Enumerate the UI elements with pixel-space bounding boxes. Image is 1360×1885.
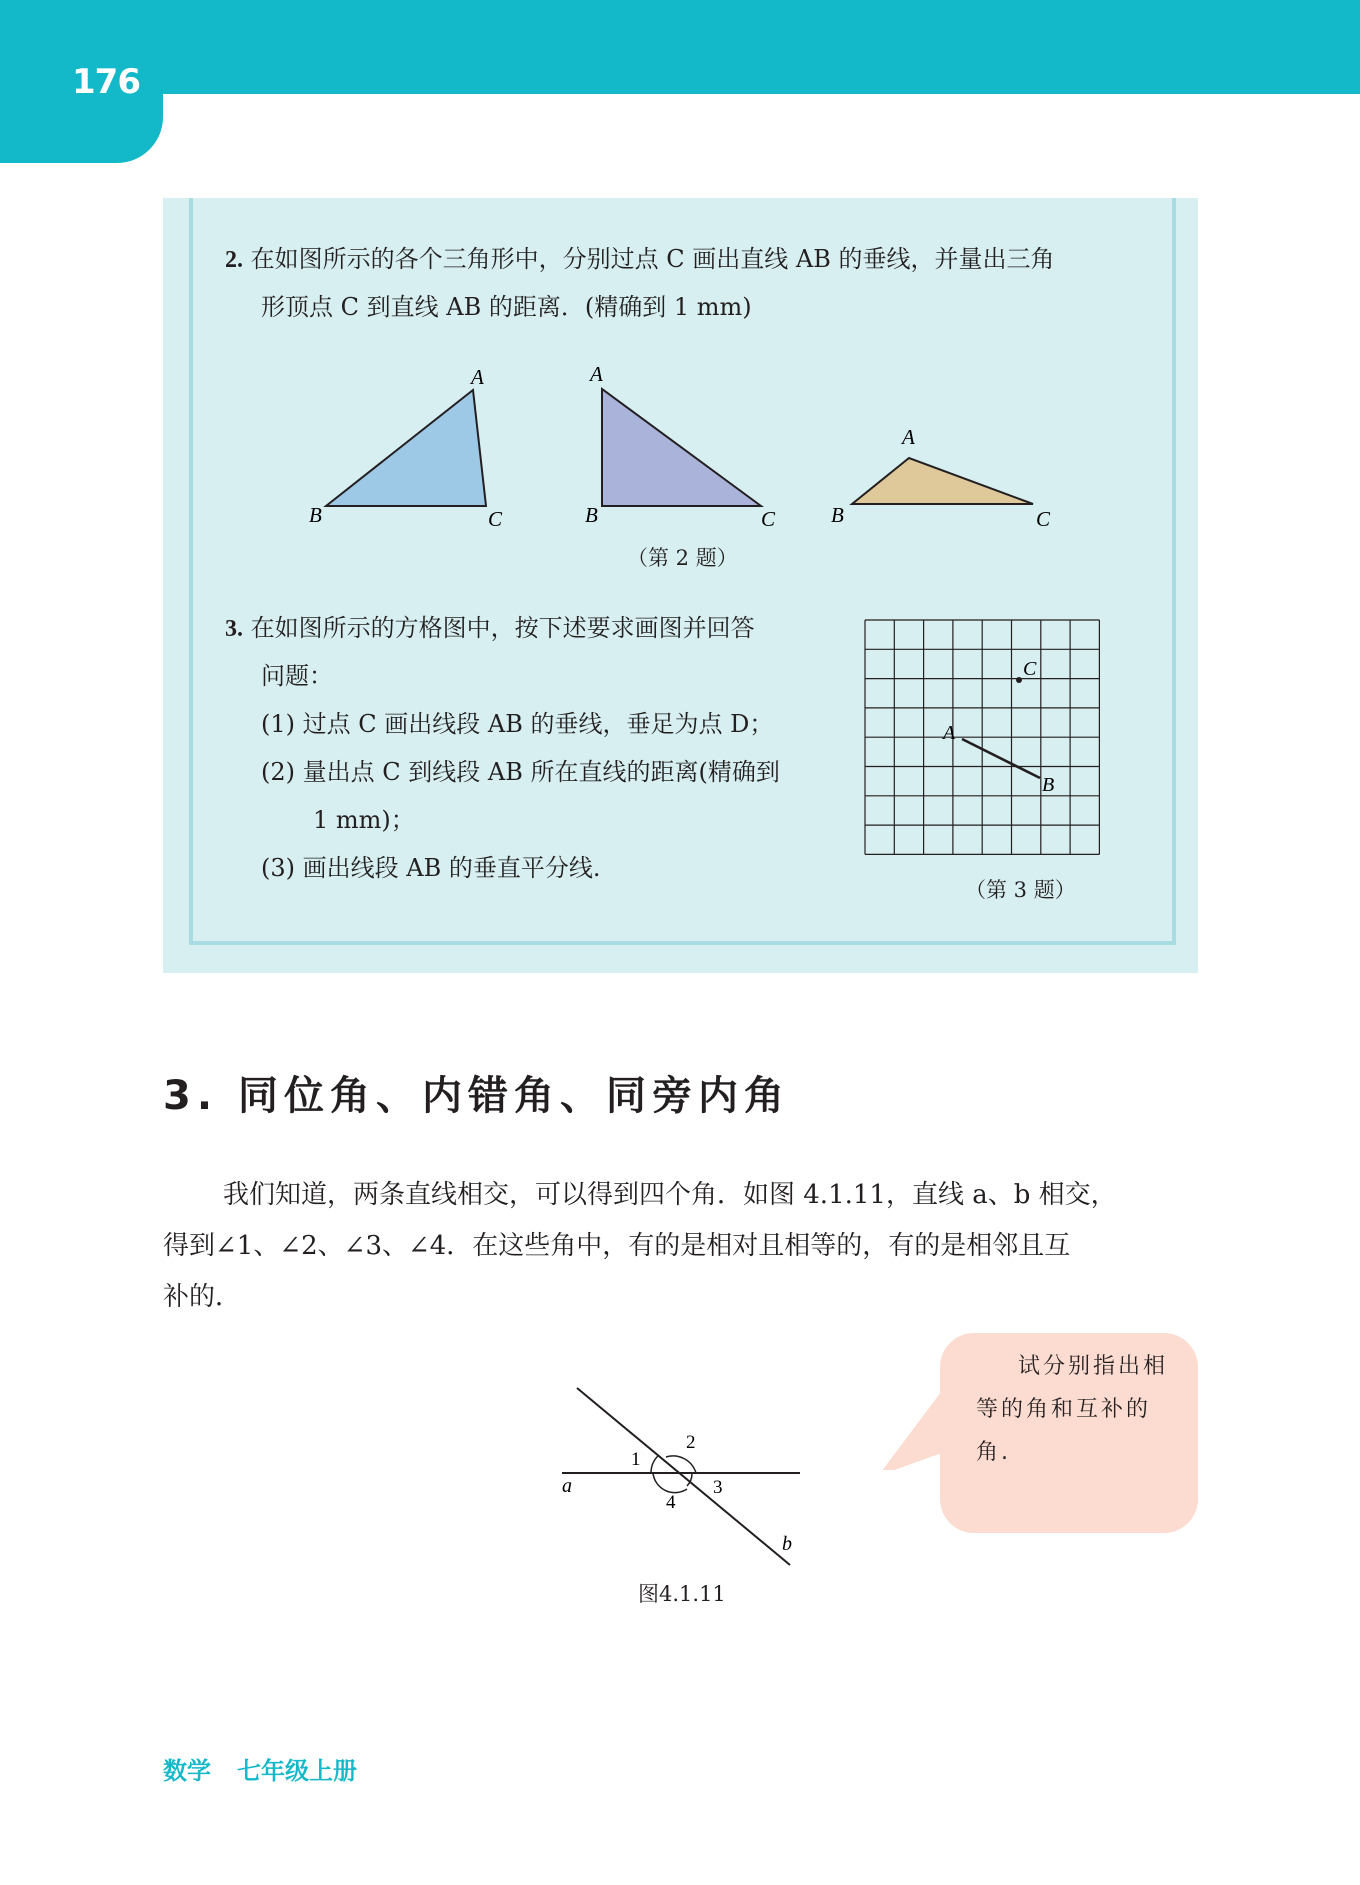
exercise-3-item-2: (2) 量出点 C 到线段 AB 所在直线的距离(精确到 <box>261 758 780 786</box>
paragraph-line-3: 补的． <box>163 1282 242 1312</box>
figure-caption: 图4.1.11 <box>638 1582 726 1606</box>
line-b <box>577 1388 790 1565</box>
triangle-2-shape <box>602 389 761 506</box>
grid <box>865 620 1099 854</box>
section-paragraph <box>163 1170 1198 1323</box>
exercise-box <box>163 198 1198 973</box>
section-title: 3. 同位角、内错角、同旁内角 <box>163 1073 790 1119</box>
paragraph-line-2: 得到∠1、∠2、∠3、∠4．在这些角中，有的是相对且相等的，有的是相邻且互 <box>163 1231 1071 1261</box>
triangle-1-label-a: A <box>471 365 484 389</box>
bubble-line-2: 等的角和互补的 <box>976 1397 1152 1422</box>
exercise-3-item-3: (3) 画出线段 AB 的垂直平分线. <box>261 854 601 882</box>
exercise-3-text-1: 在如图所示的方格图中，按下述要求画图并回答 <box>250 614 755 642</box>
triangle-1-label-c: C <box>488 507 503 531</box>
triangle-1 <box>309 365 503 531</box>
paragraph-line-1: 我们知道，两条直线相交，可以得到四个角．如图 4.1.11，直线 a、b 相交， <box>223 1180 1117 1210</box>
footer-grade: 七年级上册 <box>237 1757 357 1785</box>
bubble-line-3: 角. <box>976 1440 1011 1465</box>
exercise-3-caption: （第 3 题） <box>965 878 1076 902</box>
page-number: 176 <box>72 62 140 102</box>
point-b-label: B <box>1042 774 1055 796</box>
exercise-2-line-1 <box>225 235 1055 284</box>
point-c <box>1016 677 1022 683</box>
triangle-2-label-a: A <box>590 362 603 386</box>
exercise-3-grid-figure <box>863 618 1123 878</box>
segment-ab <box>962 739 1040 778</box>
angle-label-4: 4 <box>666 1492 676 1513</box>
exercise-3-number: 3. <box>225 616 243 642</box>
exercise-3-line-1 <box>225 604 755 653</box>
triangle-2-label-c: C <box>761 507 776 531</box>
angle-label-3: 3 <box>713 1477 723 1498</box>
line-a-label: a <box>562 1475 572 1497</box>
thinking-bubble <box>940 1333 1198 1533</box>
footer-subject: 数学 <box>163 1757 211 1785</box>
bubble-line-1: 试分别指出相 <box>1018 1354 1169 1379</box>
triangle-3-label-c: C <box>1036 507 1051 531</box>
figure-intersecting-lines <box>550 1370 810 1570</box>
triangle-1-label-b: B <box>309 503 322 527</box>
exercise-3-line-2: 问题： <box>261 662 333 690</box>
angle-label-2: 2 <box>686 1432 696 1453</box>
triangle-3 <box>831 425 1051 531</box>
triangle-3-label-a: A <box>902 425 915 449</box>
point-a-label: A <box>943 722 956 744</box>
angle-label-1: 1 <box>631 1449 641 1470</box>
triangle-3-shape <box>852 458 1033 504</box>
triangle-2-label-b: B <box>585 503 598 527</box>
header-band <box>0 0 1360 94</box>
exercise-2-line-2: 形顶点 C 到直线 AB 的距离．(精确到 1 mm) <box>261 293 752 321</box>
triangle-1-shape <box>326 390 486 506</box>
exercise-3-item-1: (1) 过点 C 画出线段 AB 的垂线，垂足为点 D； <box>261 710 774 738</box>
footer <box>163 1751 357 1786</box>
exercise-3-item-2-cont: 1 mm)； <box>313 806 415 834</box>
triangle-2 <box>585 362 776 531</box>
point-c-label: C <box>1023 658 1037 680</box>
line-b-label: b <box>782 1533 792 1555</box>
exercise-2-text-1: 在如图所示的各个三角形中，分别过点 C 画出直线 AB 的垂线，并量出三角 <box>250 245 1055 273</box>
angle-arc-1 <box>651 1455 659 1473</box>
exercise-2-caption: （第 2 题） <box>627 546 738 570</box>
exercise-2-number: 2. <box>225 247 243 273</box>
triangle-3-label-b: B <box>831 503 844 527</box>
